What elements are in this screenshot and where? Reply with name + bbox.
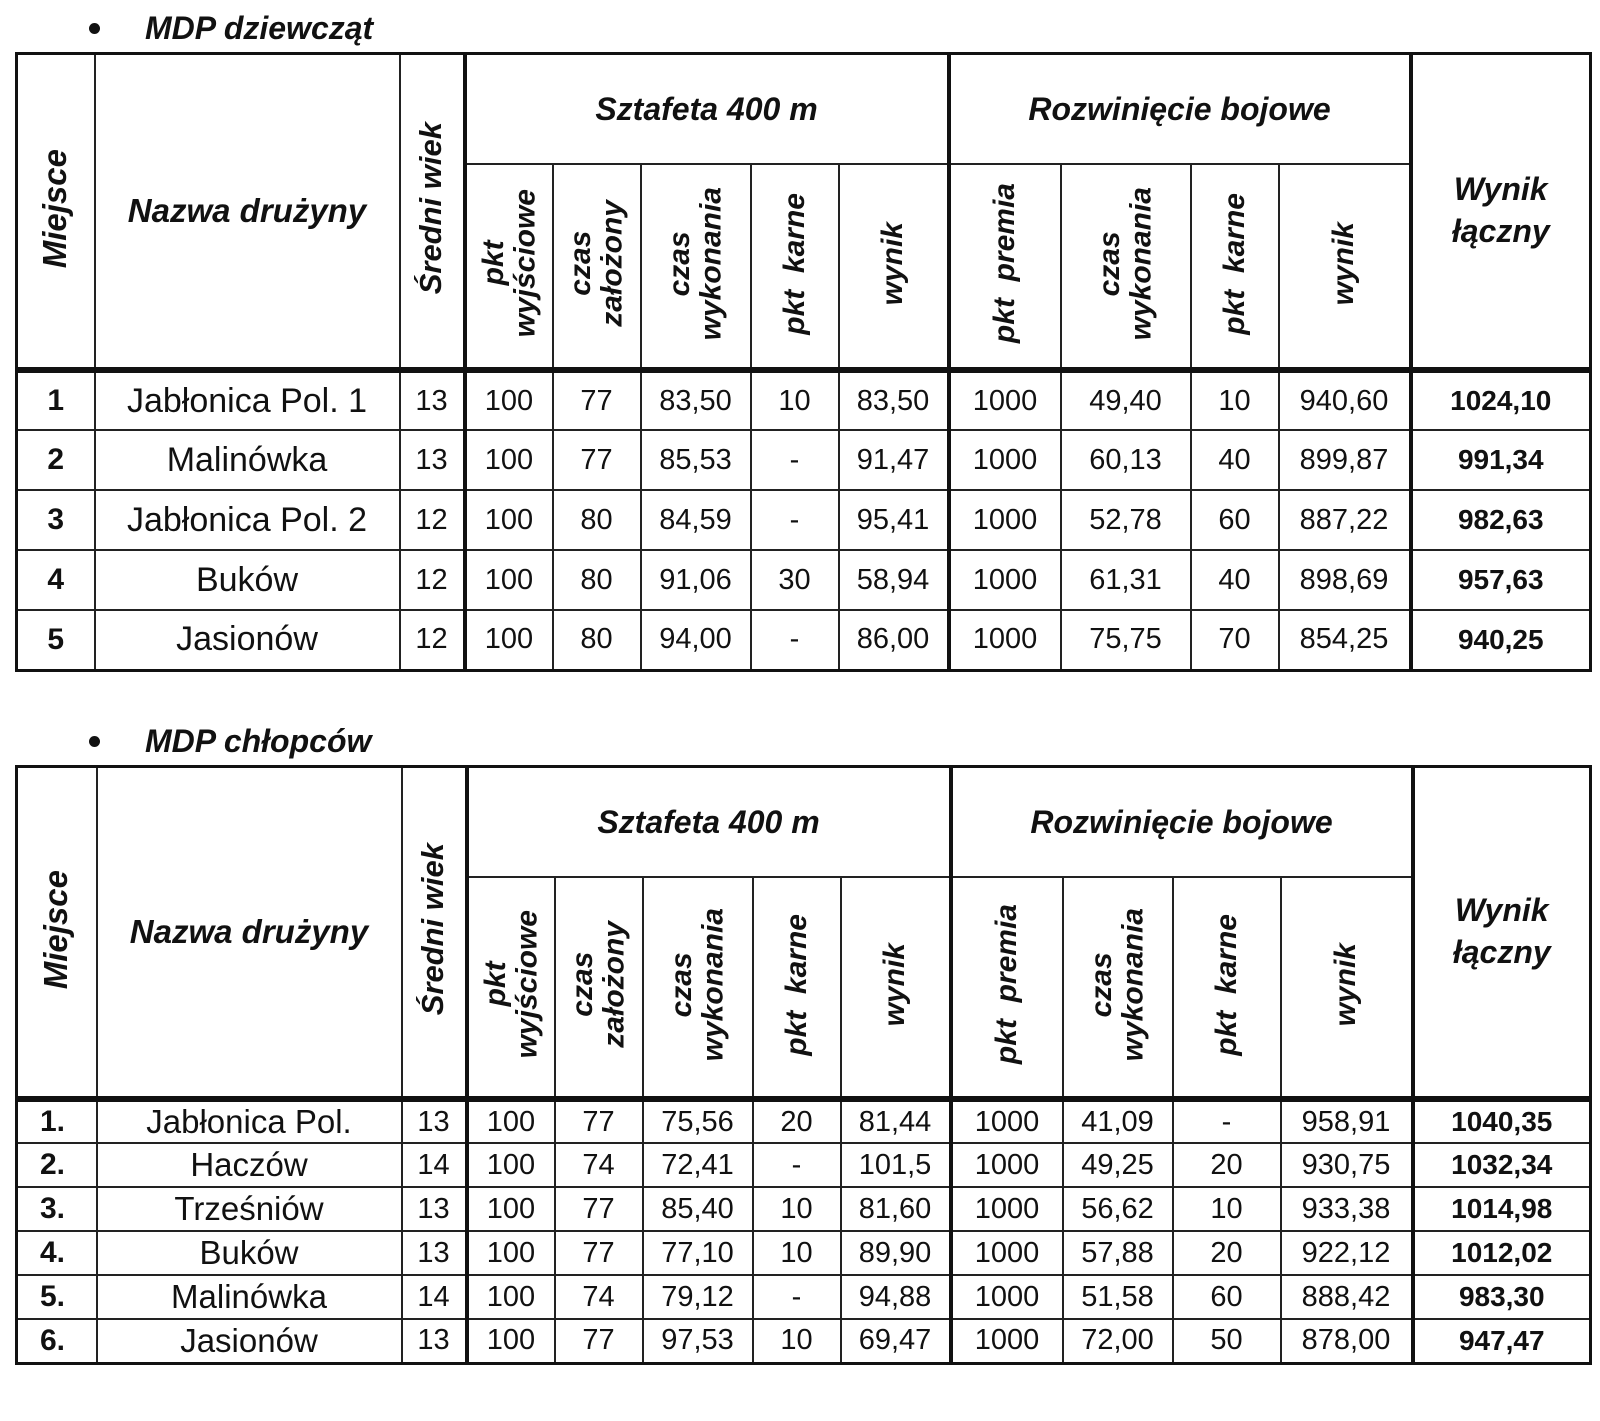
table-row [17,610,1591,670]
header-combat-exec-time: czas wykonania [1063,877,1173,1099]
cell-relay-penalty: 30 [751,550,839,610]
cell-combat-bonus: 1000 [949,370,1061,430]
cell-combat-penalty: 20 [1173,1231,1281,1275]
cell-combat-time: 49,25 [1063,1143,1173,1187]
table-row [17,430,1591,490]
header-place: Miejsce [17,54,95,371]
cell-total: 1014,98 [1413,1187,1591,1231]
cell-total: 982,63 [1411,490,1591,550]
cell-combat-time: 57,88 [1063,1231,1173,1275]
cell-relay-result: 101,5 [841,1143,951,1187]
cell-total: 1040,35 [1413,1099,1591,1143]
header-combat-bonus: pkt premia [949,164,1061,370]
cell-place: 3 [17,490,95,550]
cell-combat-bonus: 1000 [951,1231,1063,1275]
cell-combat-result: 899,87 [1279,430,1411,490]
cell-place: 5. [17,1275,97,1319]
cell-relay-time: 85,40 [643,1187,753,1231]
cell-relay-time: 72,41 [643,1143,753,1187]
cell-place: 2 [17,430,95,490]
cell-relay-penalty: - [753,1143,841,1187]
cell-team: Jabłonica Pol. 2 [95,490,400,550]
cell-age: 12 [400,550,465,610]
header-relay-set-time: czas założony [553,164,641,370]
cell-combat-bonus: 1000 [951,1143,1063,1187]
cell-combat-time: 52,78 [1061,490,1191,550]
cell-combat-time: 72,00 [1063,1319,1173,1363]
cell-combat-result: 930,75 [1281,1143,1413,1187]
cell-combat-result: 940,60 [1279,370,1411,430]
header-combat-result: wynik [1279,164,1411,370]
header-combat: Rozwinięcie bojowe [949,54,1411,165]
cell-relay-result: 95,41 [839,490,949,550]
cell-place: 4. [17,1231,97,1275]
bullet-icon [89,23,100,34]
table-row [17,1231,1591,1275]
cell-age: 13 [402,1231,467,1275]
cell-place: 2. [17,1143,97,1187]
cell-relay-penalty: - [751,430,839,490]
cell-relay-points: 100 [465,610,553,670]
header-team: Nazwa drużyny [95,54,400,371]
cell-place: 1. [17,1099,97,1143]
cell-relay-time: 94,00 [641,610,751,670]
cell-relay-time: 75,56 [643,1099,753,1143]
cell-combat-time: 49,40 [1061,370,1191,430]
cell-age: 12 [400,610,465,670]
cell-relay-set: 77 [555,1099,643,1143]
cell-team: Jabłonica Pol. 1 [95,370,400,430]
cell-relay-time: 77,10 [643,1231,753,1275]
cell-combat-result: 958,91 [1281,1099,1413,1143]
cell-combat-penalty: 20 [1173,1143,1281,1187]
cell-combat-bonus: 1000 [949,430,1061,490]
section-title-boys [80,725,371,757]
cell-combat-bonus: 1000 [949,490,1061,550]
cell-relay-points: 100 [467,1187,555,1231]
cell-total: 991,34 [1411,430,1591,490]
cell-team: Jasionów [97,1319,402,1363]
cell-relay-points: 100 [465,370,553,430]
cell-relay-time: 79,12 [643,1275,753,1319]
cell-age: 14 [402,1275,467,1319]
cell-relay-points: 100 [467,1319,555,1363]
cell-relay-set: 77 [553,370,641,430]
cell-combat-bonus: 1000 [951,1099,1063,1143]
cell-age: 13 [402,1187,467,1231]
header-relay-result: wynik [839,164,949,370]
cell-relay-result: 86,00 [839,610,949,670]
cell-total: 983,30 [1413,1275,1591,1319]
section-title-text: MDP dziewcząt [145,10,374,46]
cell-relay-result: 69,47 [841,1319,951,1363]
table-row [17,1143,1591,1187]
table-row [17,550,1591,610]
section-title-girls [80,12,373,44]
cell-combat-time: 41,09 [1063,1099,1173,1143]
cell-combat-bonus: 1000 [949,550,1061,610]
header-place: Miejsce [17,767,97,1100]
header-relay-exec-time: czas wykonania [643,877,753,1099]
cell-relay-result: 94,88 [841,1275,951,1319]
cell-relay-points: 100 [467,1143,555,1187]
header-combat-penalty: pkt karne [1173,877,1281,1099]
cell-combat-penalty: 60 [1191,490,1279,550]
cell-relay-set: 80 [553,550,641,610]
cell-team: Jabłonica Pol. [97,1099,402,1143]
cell-combat-result: 888,42 [1281,1275,1413,1319]
cell-age: 13 [400,370,465,430]
cell-total: 1024,10 [1411,370,1591,430]
cell-place: 4 [17,550,95,610]
cell-combat-result: 887,22 [1279,490,1411,550]
header-combat: Rozwinięcie bojowe [951,767,1413,878]
table-row [17,1099,1591,1143]
cell-combat-penalty: 50 [1173,1319,1281,1363]
cell-relay-time: 83,50 [641,370,751,430]
header-relay: Sztafeta 400 m [467,767,951,878]
cell-relay-set: 74 [555,1275,643,1319]
cell-place: 6. [17,1319,97,1363]
cell-combat-penalty: - [1173,1099,1281,1143]
bullet-icon [89,736,100,747]
cell-relay-penalty: - [753,1275,841,1319]
header-total: Wynik łączny [1411,54,1591,371]
cell-combat-time: 56,62 [1063,1187,1173,1231]
cell-relay-penalty: 10 [753,1187,841,1231]
cell-team: Trześniów [97,1187,402,1231]
cell-relay-penalty: 20 [753,1099,841,1143]
cell-combat-bonus: 1000 [951,1319,1063,1363]
cell-combat-penalty: 70 [1191,610,1279,670]
cell-place: 1 [17,370,95,430]
header-relay-exec-time: czas wykonania [641,164,751,370]
cell-total: 1032,34 [1413,1143,1591,1187]
cell-combat-penalty: 60 [1173,1275,1281,1319]
cell-team: Buków [95,550,400,610]
cell-relay-result: 89,90 [841,1231,951,1275]
table-row [17,370,1591,430]
cell-relay-set: 80 [553,490,641,550]
cell-relay-set: 80 [553,610,641,670]
table-row [17,1275,1591,1319]
header-combat-bonus: pkt premia [951,877,1063,1099]
table-row [17,490,1591,550]
cell-combat-penalty: 10 [1173,1187,1281,1231]
header-age: Średni wiek [400,54,465,371]
cell-combat-bonus: 1000 [951,1187,1063,1231]
cell-team: Jasionów [95,610,400,670]
cell-relay-penalty: - [751,610,839,670]
cell-relay-result: 81,44 [841,1099,951,1143]
cell-combat-result: 933,38 [1281,1187,1413,1231]
cell-relay-set: 74 [555,1143,643,1187]
cell-relay-penalty: - [751,490,839,550]
cell-age: 12 [400,490,465,550]
cell-total: 947,47 [1413,1319,1591,1363]
cell-relay-set: 77 [553,430,641,490]
cell-relay-points: 100 [467,1099,555,1143]
cell-team: Malinówka [97,1275,402,1319]
header-relay-start-points: pkt wyjściowe [465,164,553,370]
cell-combat-result: 878,00 [1281,1319,1413,1363]
header-combat-penalty: pkt karne [1191,164,1279,370]
header-relay-start-points: pkt wyjściowe [467,877,555,1099]
table-row [17,1319,1591,1363]
cell-combat-result: 922,12 [1281,1231,1413,1275]
cell-relay-set: 77 [555,1319,643,1363]
header-relay-penalty: pkt karne [751,164,839,370]
header-relay: Sztafeta 400 m [465,54,949,165]
cell-total: 957,63 [1411,550,1591,610]
cell-relay-time: 84,59 [641,490,751,550]
cell-total: 940,25 [1411,610,1591,670]
cell-combat-result: 898,69 [1279,550,1411,610]
cell-relay-points: 100 [467,1275,555,1319]
cell-relay-result: 81,60 [841,1187,951,1231]
header-combat-exec-time: czas wykonania [1061,164,1191,370]
cell-relay-result: 83,50 [839,370,949,430]
header-combat-result: wynik [1281,877,1413,1099]
cell-team: Malinówka [95,430,400,490]
cell-team: Buków [97,1231,402,1275]
results-table-boys [15,765,1592,1365]
cell-relay-time: 97,53 [643,1319,753,1363]
section-title-text: MDP chłopców [145,723,372,759]
table-row [17,1187,1591,1231]
cell-age: 14 [402,1143,467,1187]
cell-relay-result: 91,47 [839,430,949,490]
header-relay-penalty: pkt karne [753,877,841,1099]
cell-combat-penalty: 40 [1191,550,1279,610]
cell-place: 5 [17,610,95,670]
cell-combat-time: 61,31 [1061,550,1191,610]
cell-age: 13 [402,1099,467,1143]
header-age: Średni wiek [402,767,467,1100]
cell-combat-time: 60,13 [1061,430,1191,490]
cell-relay-penalty: 10 [753,1231,841,1275]
cell-relay-time: 85,53 [641,430,751,490]
header-relay-set-time: czas założony [555,877,643,1099]
header-total: Wynik łączny [1413,767,1591,1100]
cell-relay-set: 77 [555,1187,643,1231]
cell-relay-points: 100 [467,1231,555,1275]
cell-combat-penalty: 10 [1191,370,1279,430]
cell-combat-result: 854,25 [1279,610,1411,670]
cell-relay-points: 100 [465,550,553,610]
cell-combat-bonus: 1000 [951,1275,1063,1319]
cell-relay-result: 58,94 [839,550,949,610]
cell-relay-penalty: 10 [751,370,839,430]
results-table-girls [15,52,1592,672]
cell-team: Haczów [97,1143,402,1187]
header-team: Nazwa drużyny [97,767,402,1100]
cell-relay-time: 91,06 [641,550,751,610]
cell-combat-time: 75,75 [1061,610,1191,670]
cell-total: 1012,02 [1413,1231,1591,1275]
cell-place: 3. [17,1187,97,1231]
cell-combat-time: 51,58 [1063,1275,1173,1319]
cell-relay-set: 77 [555,1231,643,1275]
cell-combat-bonus: 1000 [949,610,1061,670]
cell-relay-points: 100 [465,430,553,490]
header-relay-result: wynik [841,877,951,1099]
cell-relay-points: 100 [465,490,553,550]
cell-combat-penalty: 40 [1191,430,1279,490]
cell-relay-penalty: 10 [753,1319,841,1363]
cell-age: 13 [400,430,465,490]
cell-age: 13 [402,1319,467,1363]
